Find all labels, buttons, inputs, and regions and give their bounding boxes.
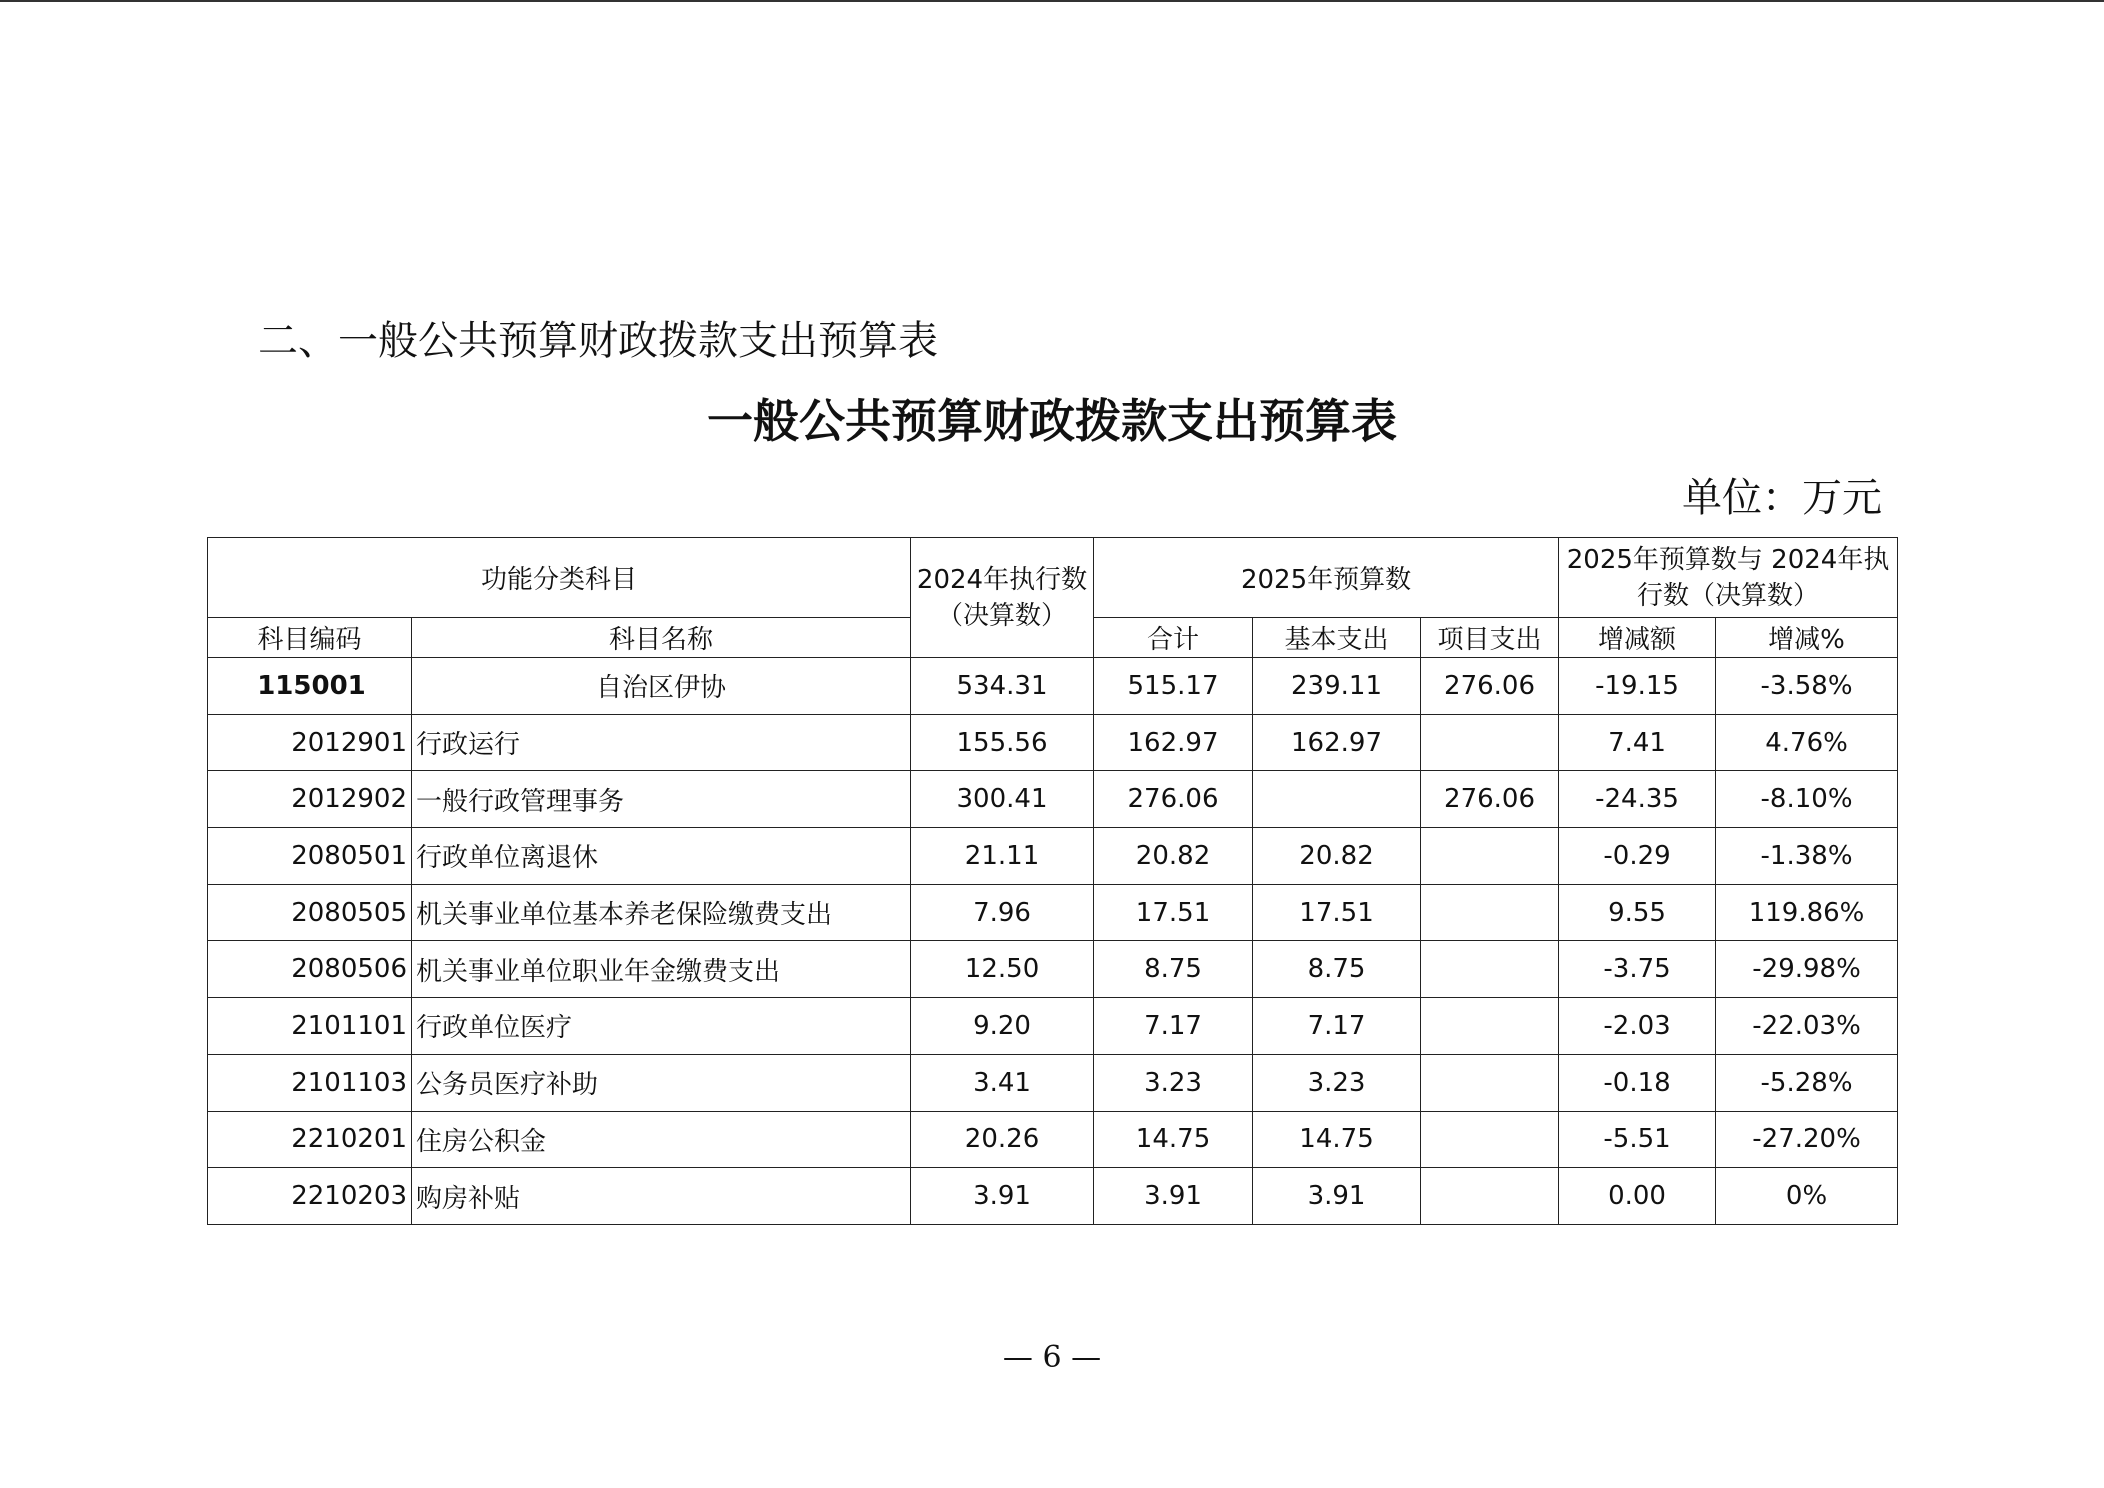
row-basic bbox=[1253, 771, 1421, 828]
table-title: 一般公共预算财政拨款支出预算表 bbox=[707, 394, 1397, 448]
row-code: 2080506 bbox=[208, 941, 412, 998]
row-total: 515.17 bbox=[1094, 658, 1253, 715]
row-name: 自治区伊协 bbox=[412, 658, 911, 715]
row-pct: -1.38% bbox=[1716, 828, 1898, 885]
table-row bbox=[208, 714, 1898, 771]
row-change: 9.55 bbox=[1559, 884, 1716, 941]
header-budget-2025: 2025年预算数 bbox=[1094, 538, 1559, 618]
row-name: 机关事业单位基本养老保险缴费支出 bbox=[412, 884, 911, 941]
row-project bbox=[1421, 1111, 1559, 1168]
row-name: 机关事业单位职业年金缴费支出 bbox=[412, 941, 911, 998]
row-total: 14.75 bbox=[1094, 1111, 1253, 1168]
row-code: 2012901 bbox=[208, 714, 412, 771]
row-project bbox=[1421, 828, 1559, 885]
row-name: 购房补贴 bbox=[412, 1168, 911, 1225]
row-name: 行政运行 bbox=[412, 714, 911, 771]
row-code: 115001 bbox=[208, 658, 412, 715]
row-exec-2024: 21.11 bbox=[911, 828, 1094, 885]
row-change: -5.51 bbox=[1559, 1111, 1716, 1168]
header-total: 合计 bbox=[1094, 618, 1253, 658]
row-pct: 0% bbox=[1716, 1168, 1898, 1225]
row-project bbox=[1421, 714, 1559, 771]
row-exec-2024: 20.26 bbox=[911, 1111, 1094, 1168]
row-code: 2210203 bbox=[208, 1168, 412, 1225]
row-pct: -27.20% bbox=[1716, 1111, 1898, 1168]
header-change-pct: 增减% bbox=[1716, 618, 1898, 658]
header-project: 项目支出 bbox=[1421, 618, 1559, 658]
budget-table bbox=[207, 537, 1898, 1225]
row-pct: -3.58% bbox=[1716, 658, 1898, 715]
row-basic: 162.97 bbox=[1253, 714, 1421, 771]
table-row bbox=[208, 771, 1898, 828]
row-change: -0.18 bbox=[1559, 1054, 1716, 1111]
row-project bbox=[1421, 1054, 1559, 1111]
row-basic: 239.11 bbox=[1253, 658, 1421, 715]
row-code: 2210201 bbox=[208, 1111, 412, 1168]
row-basic: 3.23 bbox=[1253, 1054, 1421, 1111]
row-code: 2012902 bbox=[208, 771, 412, 828]
row-total: 3.23 bbox=[1094, 1054, 1253, 1111]
table-row bbox=[208, 828, 1898, 885]
row-project bbox=[1421, 941, 1559, 998]
row-code: 2101103 bbox=[208, 1054, 412, 1111]
row-basic: 8.75 bbox=[1253, 941, 1421, 998]
row-code: 2080501 bbox=[208, 828, 412, 885]
row-pct: -22.03% bbox=[1716, 998, 1898, 1055]
row-pct: -5.28% bbox=[1716, 1054, 1898, 1111]
row-project: 276.06 bbox=[1421, 771, 1559, 828]
section-heading: 二、一般公共预算财政拨款支出预算表 bbox=[258, 318, 938, 364]
row-change: -3.75 bbox=[1559, 941, 1716, 998]
header-code: 科目编码 bbox=[208, 618, 412, 658]
row-total: 3.91 bbox=[1094, 1168, 1253, 1225]
table-row bbox=[208, 1054, 1898, 1111]
row-name: 住房公积金 bbox=[412, 1111, 911, 1168]
row-exec-2024: 300.41 bbox=[911, 771, 1094, 828]
row-name: 行政单位离退休 bbox=[412, 828, 911, 885]
unit-label: 单位：万元 bbox=[1682, 475, 1882, 521]
header-change-amount: 增减额 bbox=[1559, 618, 1716, 658]
row-name: 行政单位医疗 bbox=[412, 998, 911, 1055]
row-exec-2024: 3.41 bbox=[911, 1054, 1094, 1111]
row-exec-2024: 9.20 bbox=[911, 998, 1094, 1055]
row-exec-2024: 3.91 bbox=[911, 1168, 1094, 1225]
row-change: 0.00 bbox=[1559, 1168, 1716, 1225]
header-exec-2024: 2024年执行数（决算数） bbox=[911, 538, 1094, 658]
header-functional-group: 功能分类科目 bbox=[208, 538, 911, 618]
row-change: -2.03 bbox=[1559, 998, 1716, 1055]
row-pct: -29.98% bbox=[1716, 941, 1898, 998]
row-total: 276.06 bbox=[1094, 771, 1253, 828]
header-comparison: 2025年预算数与 2024年执行数（决算数） bbox=[1559, 538, 1898, 618]
table-row bbox=[208, 1111, 1898, 1168]
table-row bbox=[208, 998, 1898, 1055]
row-name: 公务员医疗补助 bbox=[412, 1054, 911, 1111]
row-basic: 7.17 bbox=[1253, 998, 1421, 1055]
row-basic: 20.82 bbox=[1253, 828, 1421, 885]
row-exec-2024: 155.56 bbox=[911, 714, 1094, 771]
page-top-border bbox=[0, 0, 2104, 2]
row-total: 8.75 bbox=[1094, 941, 1253, 998]
row-exec-2024: 12.50 bbox=[911, 941, 1094, 998]
row-name: 一般行政管理事务 bbox=[412, 771, 911, 828]
row-change: -19.15 bbox=[1559, 658, 1716, 715]
header-name: 科目名称 bbox=[412, 618, 911, 658]
row-pct: -8.10% bbox=[1716, 771, 1898, 828]
row-total: 20.82 bbox=[1094, 828, 1253, 885]
table-row-total bbox=[208, 658, 1898, 715]
row-change: 7.41 bbox=[1559, 714, 1716, 771]
row-code: 2101101 bbox=[208, 998, 412, 1055]
row-basic: 17.51 bbox=[1253, 884, 1421, 941]
row-basic: 14.75 bbox=[1253, 1111, 1421, 1168]
row-pct: 119.86% bbox=[1716, 884, 1898, 941]
row-change: -24.35 bbox=[1559, 771, 1716, 828]
row-code: 2080505 bbox=[208, 884, 412, 941]
row-pct: 4.76% bbox=[1716, 714, 1898, 771]
table-row bbox=[208, 1168, 1898, 1225]
row-exec-2024: 7.96 bbox=[911, 884, 1094, 941]
row-basic: 3.91 bbox=[1253, 1168, 1421, 1225]
page-number: — 6 — bbox=[1002, 1340, 1102, 1375]
table-row bbox=[208, 941, 1898, 998]
header-basic: 基本支出 bbox=[1253, 618, 1421, 658]
row-project bbox=[1421, 1168, 1559, 1225]
row-exec-2024: 534.31 bbox=[911, 658, 1094, 715]
row-project bbox=[1421, 998, 1559, 1055]
row-project: 276.06 bbox=[1421, 658, 1559, 715]
row-total: 17.51 bbox=[1094, 884, 1253, 941]
row-total: 7.17 bbox=[1094, 998, 1253, 1055]
row-total: 162.97 bbox=[1094, 714, 1253, 771]
row-project bbox=[1421, 884, 1559, 941]
table-row bbox=[208, 884, 1898, 941]
row-change: -0.29 bbox=[1559, 828, 1716, 885]
